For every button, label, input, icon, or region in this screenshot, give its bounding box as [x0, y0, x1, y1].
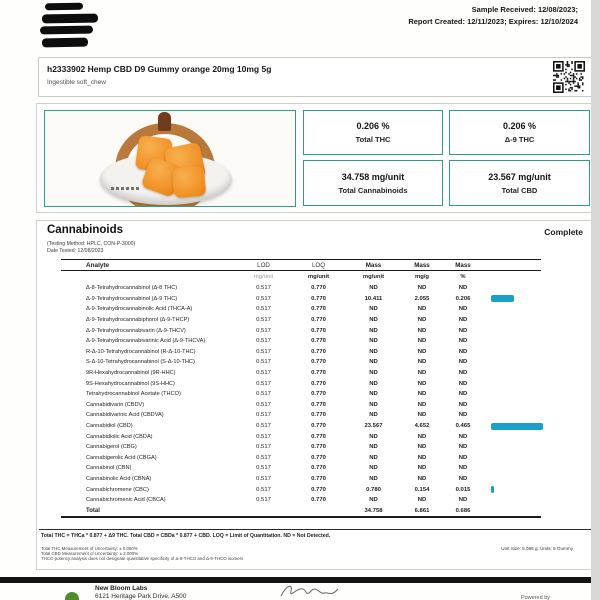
mass-pct: 0.206	[455, 295, 471, 302]
table-row	[61, 336, 541, 347]
analyte-name: Cannabidiolic Acid (CBDA)	[86, 433, 153, 440]
lod-value: 0.517	[256, 327, 271, 334]
analyte-name: Δ-9-Tetrahydrocannabivarinic Acid (Δ-9-THCVA)	[86, 338, 206, 345]
analyte-name: Cannabinolic Acid (CBNA)	[86, 475, 152, 482]
table-body	[61, 283, 541, 518]
mass-mg-unit: ND	[369, 433, 378, 440]
mass-mg-unit: ND	[369, 380, 378, 387]
lod-value: 0.517	[256, 454, 271, 461]
analyte-name: Δ-8-Tetrahydrocannabinol (Δ-8 THC)	[86, 285, 178, 292]
footnote-thco-note: THCO potency analysis does not designate quantitative specificity of Δ-8-THCO and Δ-9-THCO isomers	[41, 556, 244, 561]
unit-mass-pct: %	[460, 274, 466, 280]
photo-handle	[158, 112, 171, 131]
mass-mg-g: ND	[417, 401, 427, 408]
cannabinoids-table	[61, 259, 541, 518]
table-row	[61, 294, 541, 305]
table-row	[61, 400, 541, 411]
mass-mg-unit: ND	[369, 327, 378, 334]
analyte-name: 9R-Hexahydrocannabinol (9R-HHC)	[86, 370, 176, 377]
analyte-name: Cannabichromenic Acid (CBCA)	[86, 497, 166, 504]
mass-pct: ND	[458, 370, 468, 377]
section-title: Cannabinoids	[47, 224, 124, 236]
table-row	[61, 347, 541, 358]
lod-value: 0.517	[256, 306, 271, 313]
mass-pct: ND	[458, 391, 468, 398]
mass-pct: ND	[458, 285, 468, 292]
loq-value: 0.770	[311, 317, 326, 324]
mass-pct: 0.686	[455, 507, 471, 514]
col-header-loq: LOQ	[311, 261, 326, 269]
table-row	[61, 421, 541, 432]
lod-value: 0.517	[256, 295, 271, 302]
table-row	[61, 453, 541, 464]
loq-value: 0.770	[311, 444, 326, 451]
analyte-name: Tetrahydrocannabinol Acetate (THCO)	[86, 391, 181, 398]
mass-mg-g: ND	[417, 465, 427, 472]
redaction-bar	[45, 3, 83, 11]
mass-mg-g: 4.652	[414, 423, 430, 430]
loq-value: 0.770	[311, 486, 326, 493]
col-header-mass-g: Mass	[414, 261, 430, 269]
pct-bar	[491, 486, 494, 493]
testing-method: (Testing Method: HPLC, CON-P-3000)	[47, 241, 136, 247]
loq-value: 0.770	[311, 454, 326, 461]
mass-mg-unit: ND	[369, 454, 378, 461]
lod-value: 0.517	[256, 285, 271, 292]
mass-mg-g: ND	[417, 497, 427, 504]
signature	[278, 582, 342, 600]
stat-label: Total Cannabinoids	[338, 185, 408, 195]
pct-bar-cell	[483, 295, 541, 302]
stat-value: 0.206 %	[356, 121, 390, 131]
scan-edge-artifact	[591, 0, 600, 600]
mass-pct: ND	[458, 497, 468, 504]
col-header-lod: LOD	[257, 261, 270, 269]
loq-value: 0.770	[311, 348, 326, 355]
lod-value: 0.517	[256, 338, 271, 345]
loq-value: 0.770	[311, 391, 326, 398]
mass-mg-g: ND	[417, 391, 427, 398]
loq-value: 0.770	[311, 412, 326, 419]
mass-mg-unit: 0.780	[366, 486, 381, 493]
lod-value: 0.517	[256, 317, 271, 324]
loq-value: 0.770	[311, 423, 326, 430]
pct-bar	[491, 295, 514, 302]
lod-value: 0.517	[256, 423, 271, 430]
sample-received-date: Sample Received: 12/08/2023;	[471, 5, 578, 14]
lab-logo-icon	[65, 592, 79, 600]
table-row	[61, 378, 541, 389]
mass-mg-unit: ND	[369, 306, 378, 313]
table-row	[61, 484, 541, 495]
table-row	[61, 304, 541, 315]
mass-mg-unit: ND	[369, 391, 378, 398]
mass-mg-g: ND	[417, 380, 427, 387]
mass-mg-g: ND	[417, 348, 427, 355]
table-row	[61, 505, 541, 516]
table-row	[61, 431, 541, 442]
loq-value: 0.770	[311, 327, 326, 334]
mass-pct: ND	[458, 338, 468, 345]
mass-pct: 0.015	[455, 486, 471, 493]
mass-mg-g: 6.861	[414, 507, 430, 514]
mass-mg-g: ND	[417, 475, 427, 482]
table-row	[61, 389, 541, 400]
mass-mg-g: ND	[417, 327, 427, 334]
table-row	[61, 463, 541, 474]
mass-pct: ND	[458, 465, 468, 472]
loq-value: 0.770	[311, 475, 326, 482]
stat-label: Total CBD	[501, 185, 538, 195]
table-row	[61, 442, 541, 453]
lod-value: 0.517	[256, 370, 271, 377]
loq-value: 0.770	[311, 401, 326, 408]
mass-pct: ND	[458, 401, 468, 408]
mass-mg-unit: ND	[369, 317, 378, 324]
pct-bar-cell	[483, 486, 541, 493]
loq-value: 0.770	[311, 465, 326, 472]
product-photo	[44, 110, 296, 207]
mass-mg-unit: ND	[369, 285, 378, 292]
footnote-uncertainty-cbd: Total CBD Measurement of Uncertainty: ± 2.000%	[41, 551, 139, 556]
analyte-name: Cannabidivarin (CBDV)	[86, 401, 145, 408]
mass-mg-unit: 34.758	[364, 507, 383, 514]
mass-mg-unit: ND	[369, 359, 378, 366]
gummy	[172, 166, 206, 199]
mass-mg-unit: ND	[369, 401, 378, 408]
mass-pct: ND	[458, 444, 468, 451]
loq-value: 0.770	[311, 306, 326, 313]
lab-address: 6121 Heritage Park Drive, A500	[95, 593, 187, 600]
lod-value: 0.517	[256, 401, 271, 408]
loq-value: 0.770	[311, 338, 326, 345]
mass-mg-unit: ND	[369, 465, 378, 472]
redaction-bar	[42, 14, 98, 24]
powered-by-text: Powered by	[520, 595, 550, 600]
mass-pct: ND	[458, 454, 468, 461]
analyte-name: Cannabidivarinic Acid (CBDVA)	[86, 412, 164, 419]
lod-value: 0.517	[256, 475, 271, 482]
pct-bar	[491, 423, 543, 430]
plate-print-mark	[111, 187, 141, 190]
analyte-name: Cannabigerolic Acid (CBGA)	[86, 454, 157, 461]
stat-value: 34.758 mg/unit	[341, 171, 405, 182]
mass-mg-unit: ND	[369, 412, 378, 419]
analyte-name: Δ-9-Tetrahydrocannabivarin (Δ-9-THCV)	[86, 327, 186, 334]
col-header-analyte: Analyte	[86, 261, 110, 269]
report-created-date: Report Created: 12/11/2023; Expires: 12/10/2024	[408, 17, 578, 26]
table-row	[61, 410, 541, 421]
mass-mg-g: ND	[417, 444, 427, 451]
lab-name: New Bloom Labs	[95, 585, 148, 592]
mass-mg-g: ND	[417, 317, 427, 324]
mass-pct: ND	[458, 433, 468, 440]
lod-value: 0.517	[256, 391, 271, 398]
product-info-box	[38, 57, 595, 97]
table-row	[61, 357, 541, 368]
lod-value: 0.517	[256, 412, 271, 419]
unit-mass-g: mg/g	[414, 274, 430, 280]
analyte-name: Δ-9-Tetrahydrocannabiphorol (Δ-9-THCP)	[86, 317, 190, 324]
summary-section	[36, 103, 596, 213]
stat-total-cannabinoids	[303, 160, 443, 206]
mass-mg-g: ND	[417, 359, 427, 366]
pct-bar-cell	[483, 423, 543, 430]
loq-value: 0.770	[311, 285, 326, 292]
lod-value: 0.517	[256, 486, 271, 493]
lod-value: 0.517	[256, 433, 271, 440]
mass-mg-g: ND	[417, 433, 427, 440]
stat-total-cbd	[449, 160, 590, 206]
table-row	[61, 474, 541, 485]
stat-label: Δ-9 THC	[504, 135, 535, 144]
stat-value: 0.206 %	[502, 121, 537, 131]
footnote-formula: Total THC = THCa * 0.877 + Δ9 THC. Total CBD = CBDa * 0.877 + CBD. LOQ = Limit of Quantitation. ND = Not Detected.	[41, 533, 331, 539]
footnote-separator	[39, 529, 593, 530]
mass-mg-unit: ND	[369, 497, 378, 504]
stat-label: Total THC	[355, 135, 391, 144]
mass-pct: ND	[458, 475, 468, 482]
unit-lod: mg/unit	[253, 274, 274, 280]
cannabinoids-section	[36, 220, 596, 570]
mass-pct: ND	[458, 359, 468, 366]
analyte-name: S-Δ-10-Tetrahydrocannabinol (S-Δ-10-THC)	[86, 359, 195, 366]
section-status: Complete	[544, 227, 583, 237]
analyte-name: Cannabinol (CBN)	[86, 465, 132, 472]
mass-pct: ND	[458, 317, 468, 324]
table-row	[61, 325, 541, 336]
lod-value: 0.517	[256, 444, 271, 451]
mass-mg-unit: ND	[369, 444, 378, 451]
date-tested: Date Tested: 12/08/2023	[47, 248, 104, 254]
analyte-name: Cannabidiol (CBD)	[86, 423, 133, 430]
unit-size-note: Unit Size: 5.066 g; Units: 5 Gummy	[501, 546, 573, 551]
mass-pct: ND	[458, 327, 468, 334]
table-units-row	[61, 271, 541, 283]
mass-mg-unit: ND	[369, 338, 378, 345]
mass-mg-unit: 10.411	[364, 295, 383, 302]
analyte-name: Cannabigerol (CBG)	[86, 444, 137, 451]
lod-value: 0.517	[256, 359, 271, 366]
loq-value: 0.770	[311, 359, 326, 366]
analyte-name: R-Δ-10-Tetrahydrocannabinol (R-Δ-10-THC)	[86, 348, 196, 355]
lod-value: 0.517	[256, 465, 271, 472]
mass-mg-g: ND	[417, 338, 427, 345]
loq-value: 0.770	[311, 295, 326, 302]
loq-value: 0.770	[311, 497, 326, 504]
unit-loq: mg/unit	[307, 274, 330, 280]
stat-value: 23.567 mg/unit	[488, 171, 551, 182]
product-title: h2333902 Hemp CBD D9 Gummy orange 20mg 10mg 5g	[47, 64, 272, 74]
lod-value: 0.517	[256, 380, 271, 387]
mass-mg-g: 2.055	[414, 295, 430, 302]
mass-mg-unit: ND	[369, 348, 378, 355]
lod-value: 0.517	[256, 348, 271, 355]
table-header-row	[61, 259, 541, 271]
mass-mg-g: ND	[417, 370, 427, 377]
mass-mg-unit: 23.567	[364, 423, 383, 430]
qr-code-icon	[553, 61, 585, 93]
mass-mg-unit: ND	[369, 475, 378, 482]
redaction-bar	[42, 38, 88, 48]
mass-pct: ND	[458, 380, 468, 387]
loq-value: 0.770	[311, 380, 326, 387]
col-header-mass-unit: Mass	[365, 261, 382, 269]
loq-value: 0.770	[311, 433, 326, 440]
table-row	[61, 368, 541, 379]
mass-pct: ND	[458, 412, 468, 419]
analyte-name: 9S-Hexahydrocannabinol (9S-HHC)	[86, 380, 175, 387]
mass-pct: ND	[458, 306, 468, 313]
col-header-mass-pct: Mass	[455, 261, 471, 269]
mass-mg-unit: ND	[369, 370, 378, 377]
product-subtitle: Ingestible soft_chew	[47, 79, 106, 86]
stat-d9-thc	[449, 110, 590, 155]
mass-mg-g: ND	[417, 412, 427, 419]
stat-total-thc	[303, 110, 443, 155]
lod-value: 0.517	[256, 497, 271, 504]
footnote-uncertainty-thc: Total THC Measurement of Uncertainty: ± 0.050%	[41, 546, 138, 551]
loq-value: 0.770	[311, 370, 326, 377]
report-dates	[408, 4, 578, 28]
table-row	[61, 283, 541, 294]
mass-mg-g: 0.154	[414, 486, 430, 493]
mass-mg-g: ND	[417, 306, 427, 313]
unit-mass-unit: mg/unit	[362, 274, 385, 280]
mass-pct: ND	[458, 348, 468, 355]
mass-pct: 0.465	[455, 423, 471, 430]
analyte-name: Δ-9-Tetrahydrocannabinol (Δ-9 THC)	[86, 295, 178, 302]
analyte-name: Total	[86, 507, 100, 514]
analyte-name: Δ-9-Tetrahydrocannabinolic Acid (THCA-A)	[86, 306, 193, 313]
redaction-bar	[40, 26, 93, 35]
analyte-name: Cannabichromene (CBC)	[86, 486, 149, 493]
mass-mg-g: ND	[417, 454, 427, 461]
mass-mg-g: ND	[417, 285, 427, 292]
table-row	[61, 315, 541, 326]
table-row	[61, 495, 541, 506]
